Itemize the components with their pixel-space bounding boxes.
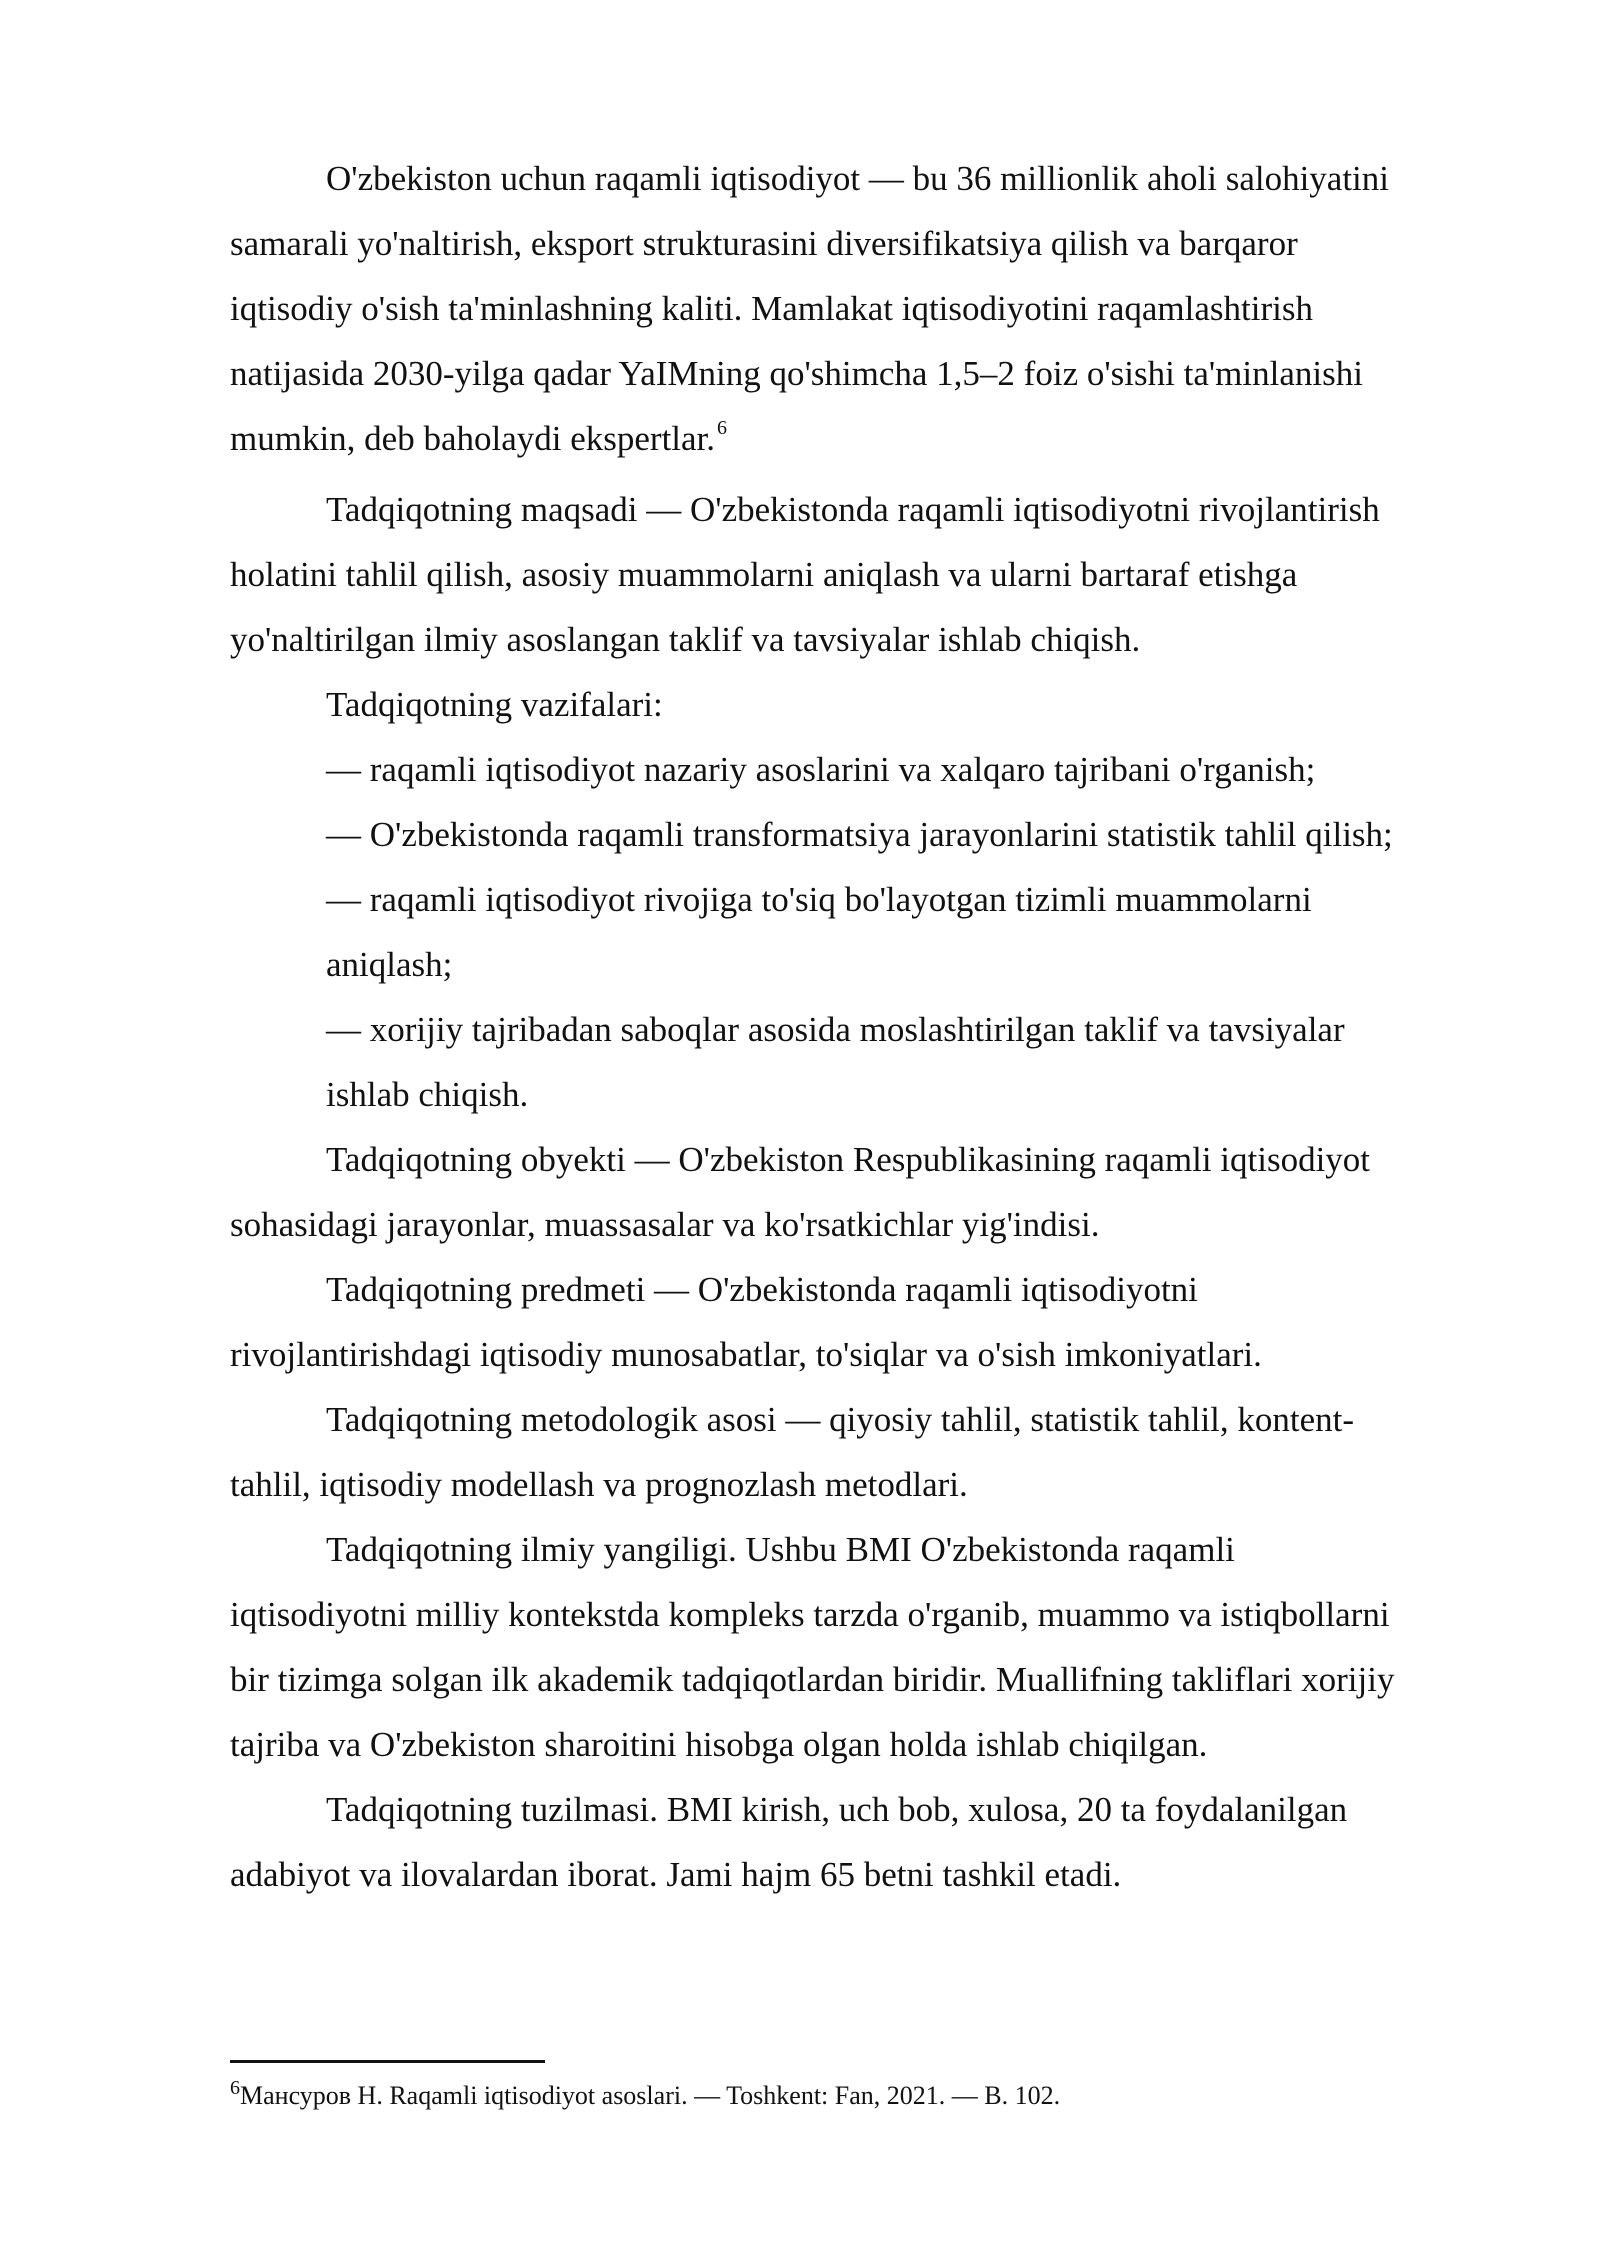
paragraph-structure — [230, 1777, 1490, 1907]
text-line: sohasidagi jarayonlar, muassasalar va ko'rsatkichlar yig'indisi. — [230, 1205, 1100, 1244]
text-line: rivojlantirishdagi iqtisodiy munosabatlar, to'siqlar va o'sish imkoniyatlari. — [230, 1335, 1262, 1374]
text-line: Tadqiqotning maqsadi — O'zbekistonda raqamli iqtisodiyotni rivojlantirish — [326, 490, 1380, 529]
paragraph-subject — [230, 1257, 1490, 1387]
paragraph-novelty — [230, 1517, 1490, 1777]
paragraph-goal — [230, 477, 1490, 672]
text-line: Tadqiqotning obyekti — O'zbekiston Respublikasining raqamli iqtisodiyot — [326, 1140, 1371, 1179]
task-list-item — [230, 802, 1490, 867]
task-list-item — [230, 737, 1490, 802]
text-line: adabiyot va ilovalardan iborat. Jami hajm 65 betni tashkil etadi. — [230, 1855, 1122, 1894]
text-line: Tadqiqotning tuzilmasi. BMI kirish, uch bob, xulosa, 20 ta foydalanilgan — [326, 1790, 1348, 1829]
task-list-item — [230, 867, 1490, 997]
text-line: — raqamli iqtisodiyot nazariy asoslarini va xalqaro tajribani o'rganish; — [326, 750, 1316, 789]
paragraph-methodology — [230, 1387, 1490, 1517]
text-line: natijasida 2030-yilga qadar YaIMning qo'shimcha 1,5–2 foiz o'sishi ta'minlanishi — [230, 354, 1363, 393]
body-text — [230, 146, 1490, 1907]
text-line: samarali yo'naltirish, eksport strukturasini diversifikatsiya qilish va barqaror — [230, 224, 1298, 263]
footnote-text: Мансуров Н. Raqamli iqtisodiyot asoslari. — Toshkent: Fan, 2021. — B. 102. — [240, 2081, 1061, 2110]
text-line: Tadqiqotning ilmiy yangiligi. Ushbu BMI O'zbekistonda raqamli — [326, 1530, 1235, 1569]
task-list-item — [230, 997, 1490, 1127]
text-line: — raqamli iqtisodiyot rivojiga to'siq bo'layotgan tizimli muammolarni — [326, 880, 1312, 919]
text-line — [230, 406, 1490, 477]
footnote-number: 6 — [230, 2077, 240, 2099]
text-line-content: mumkin, deb baholaydi ekspertlar. — [230, 419, 716, 458]
footnote-reference[interactable]: 6 — [717, 417, 728, 439]
footnote-separator — [230, 2060, 545, 2063]
text-line: — O'zbekistonda raqamli transformatsiya jarayonlarini statistik tahlil qilish; — [326, 815, 1393, 854]
paragraph-tasks-heading — [230, 672, 1490, 737]
text-line: yo'naltirilgan ilmiy asoslangan taklif va tavsiyalar ishlab chiqish. — [230, 620, 1141, 659]
text-line: aniqlash; — [326, 945, 453, 984]
text-line: Tadqiqotning metodologik asosi — qiyosiy tahlil, statistik tahlil, kontent- — [326, 1400, 1355, 1439]
text-line: iqtisodiy o'sish ta'minlashning kaliti. Mamlakat iqtisodiyotini raqamlashtirish — [230, 289, 1313, 328]
paragraph-object — [230, 1127, 1490, 1257]
text-line: iqtisodiyotni milliy kontekstda kompleks tarzda o'rganib, muammo va istiqbollarni — [230, 1595, 1390, 1634]
paragraph-intro — [230, 146, 1490, 477]
text-line: bir tizimga solgan ilk akademik tadqiqotlardan biridir. Muallifning takliflari xorijiy — [230, 1660, 1395, 1699]
text-line: Tadqiqotning vazifalari: — [326, 685, 663, 724]
text-line: Tadqiqotning predmeti — O'zbekistonda raqamli iqtisodiyotni — [326, 1270, 1198, 1309]
text-line: tahlil, iqtisodiy modellash va prognozlash metodlari. — [230, 1465, 968, 1504]
text-line: holatini tahlil qilish, asosiy muammolarni aniqlash va ularni bartaraf etishga — [230, 555, 1298, 594]
text-line: tajriba va O'zbekiston sharoitini hisobga olgan holda ishlab chiqilgan. — [230, 1725, 1208, 1764]
footnote — [230, 2078, 1060, 2116]
text-line: — xorijiy tajribadan saboqlar asosida moslashtirilgan taklif va tavsiyalar — [326, 1010, 1345, 1049]
text-line: O'zbekiston uchun raqamli iqtisodiyot — bu 36 millionlik aholi salohiyatini — [326, 159, 1390, 198]
text-line: ishlab chiqish. — [326, 1075, 529, 1114]
